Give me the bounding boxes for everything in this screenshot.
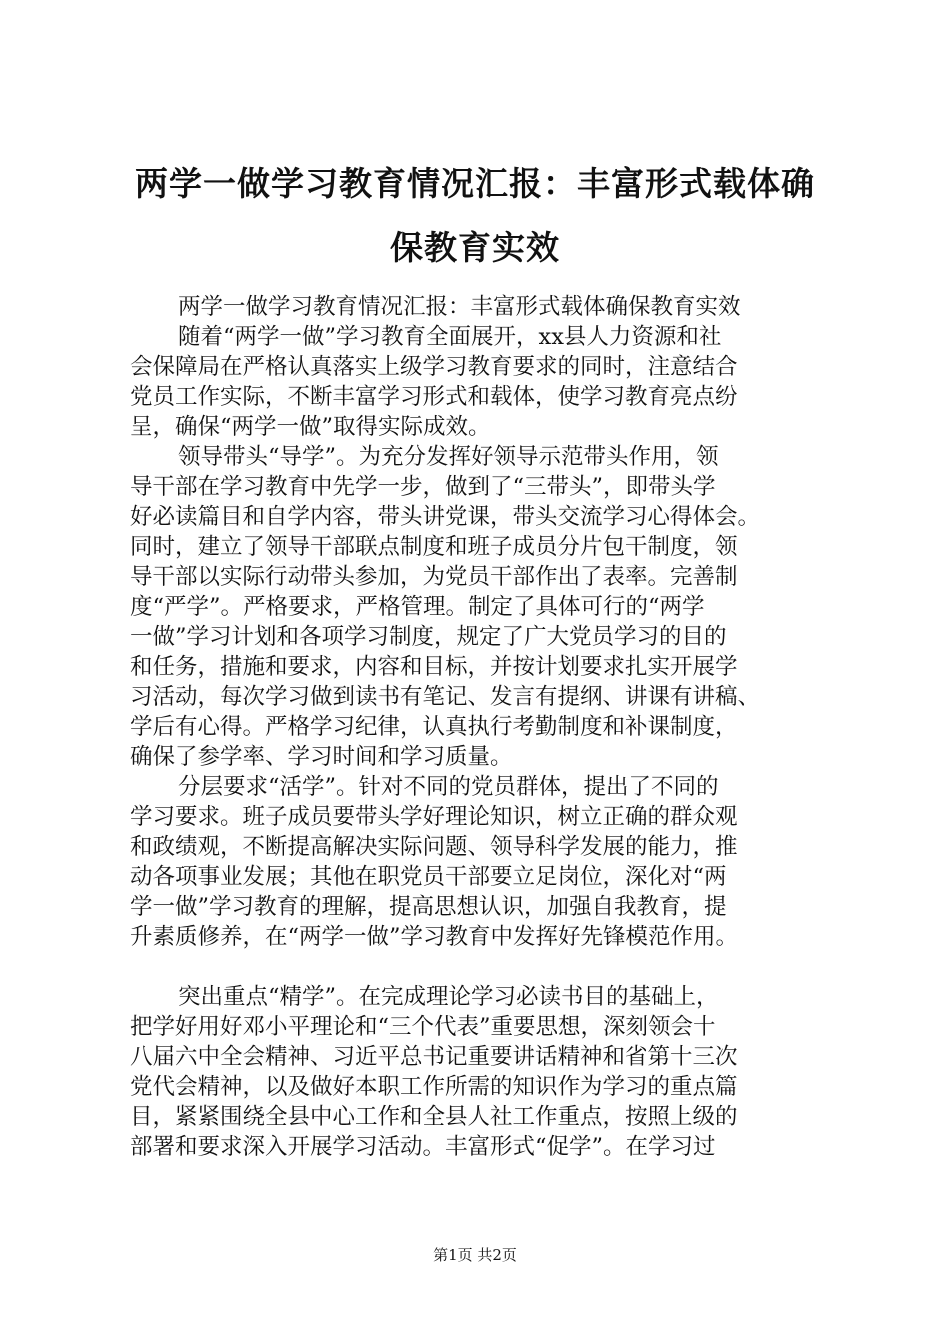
page-number-footer: 第1页 共2页 <box>433 1246 517 1264</box>
body-line: 和政绩观，不断提高解决实际问题、领导科学发展的能力，推 <box>130 834 738 860</box>
body-line: 两学一做学习教育情况汇报：丰富形式载体确保教育实效 <box>178 294 741 320</box>
body-line: 导干部在学习教育中先学一步，做到了“三带头”，即带头学 <box>130 474 716 500</box>
body-line: 好必读篇目和自学内容，带头讲党课，带头交流学习心得体会。 <box>130 504 761 530</box>
body-line: 同时，建立了领导干部联点制度和班子成员分片包干制度，领 <box>130 534 738 560</box>
body-line: 党代会精神，以及做好本职工作所需的知识作为学习的重点篇 <box>130 1074 738 1100</box>
document-body <box>130 292 830 1162</box>
body-line: 会保障局在严格认真落实上级学习教育要求的同时，注意结合 <box>130 354 738 380</box>
body-line: 确保了参学率、学习时间和学习质量。 <box>130 744 513 770</box>
body-line: 学一做”学习教育的理解，提高思想认识，加强自我教育，提 <box>130 894 727 920</box>
body-line: 党员工作实际，不断丰富学习形式和载体，使学习教育亮点纷 <box>130 384 738 410</box>
body-line: 升素质修养，在“两学一做”学习教育中发挥好先锋模范作用。 <box>130 924 739 950</box>
body-line: 八届六中全会精神、习近平总书记重要讲话精神和省第十三次 <box>130 1044 738 1070</box>
title-line-2: 保教育实效 <box>390 228 560 267</box>
blank-line <box>130 952 830 982</box>
body-line: 学后有心得。严格学习纪律，认真执行考勤制度和补课制度， <box>130 714 738 740</box>
title-line-1: 两学一做学习教育情况汇报：丰富形式载体确 <box>135 164 815 203</box>
body-line: 把学好用好邓小平理论和“三个代表”重要思想，深刻领会十 <box>130 1014 716 1040</box>
body-line: 突出重点“精学”。在完成理论学习必读书目的基础上， <box>178 984 719 1010</box>
body-line: 度“严学”。严格要求，严格管理。制定了具体可行的“两学 <box>130 594 705 620</box>
body-line: 和任务，措施和要求，内容和目标，并按计划要求扎实开展学 <box>130 654 738 680</box>
document-title <box>110 152 840 280</box>
body-line: 目，紧紧围绕全县中心工作和全县人社工作重点，按照上级的 <box>130 1104 738 1130</box>
body-line: 导干部以实际行动带头参加，为党员干部作出了表率。完善制 <box>130 564 738 590</box>
body-line: 分层要求“活学”。针对不同的党员群体，提出了不同的 <box>178 774 719 800</box>
body-line: 学习要求。班子成员要带头学好理论知识，树立正确的群众观 <box>130 804 738 830</box>
body-line: 随着“两学一做”学习教育全面展开，xx县人力资源和社 <box>178 324 722 350</box>
body-line: 呈，确保“两学一做”取得实际成效。 <box>130 414 491 440</box>
body-line: 动各项事业发展；其他在职党员干部要立足岗位，深化对“两 <box>130 864 727 890</box>
body-line: 一做”学习计划和各项学习制度，规定了广大党员学习的目的 <box>130 624 727 650</box>
body-line: 部署和要求深入开展学习活动。丰富形式“促学”。在学习过 <box>130 1134 716 1160</box>
body-line: 领导带头“导学”。为充分发挥好领导示范带头作用，领 <box>178 444 719 470</box>
body-line: 习活动，每次学习做到读书有笔记、发言有提纲、讲课有讲稿、 <box>130 684 761 710</box>
